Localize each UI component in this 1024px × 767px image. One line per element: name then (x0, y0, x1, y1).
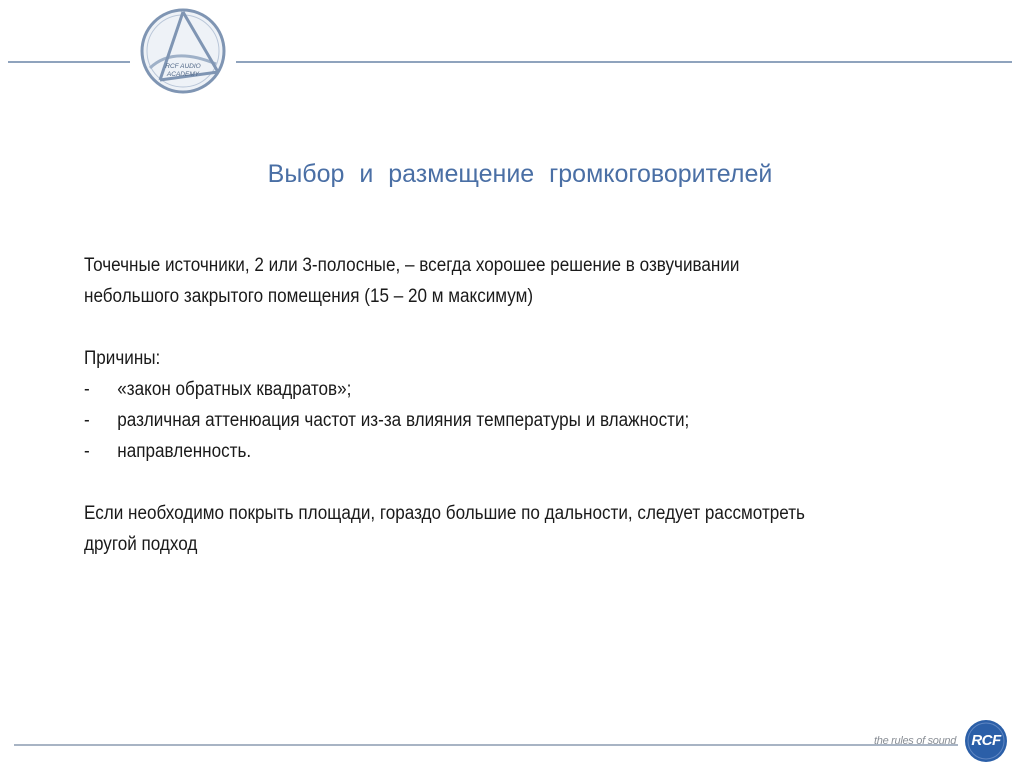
rcf-academy-logo (138, 6, 228, 96)
bullet-dash: - (84, 410, 90, 431)
bullet-text: направленность. (117, 441, 252, 462)
reasons-heading: Причины: (84, 348, 161, 369)
spacer (84, 467, 876, 498)
paragraph2-line1: Если необходимо покрыть площади, гораздо большие по дальности, следует рассмотреть (84, 503, 805, 524)
bullet-text: «закон обратных квадратов»; (117, 379, 352, 400)
bullet-dash: - (84, 379, 90, 400)
header-rule-left (8, 61, 130, 63)
slide-body (84, 250, 876, 560)
slide-title: Выбор и размещение громкоговорителей (267, 160, 773, 188)
logo-line1: RCF AUDIO (165, 63, 201, 70)
paragraph2-line2: другой подход (84, 534, 198, 555)
logo-line2: ACADEMY (166, 71, 200, 78)
footer-rule (14, 744, 958, 746)
footer-tagline: the rules of sound (874, 735, 957, 747)
paragraph1-line2: небольшого закрытого помещения (15 – 20 м максимум) (84, 286, 534, 307)
list-item (84, 374, 876, 405)
paragraph1-line1: Точечные источники, 2 или 3-полосные, – всегда хорошее решение в озвучивании (84, 255, 740, 276)
bullet-dash: - (84, 441, 90, 462)
header-rule-right (236, 61, 1012, 63)
rcf-logo-text: RCF (971, 732, 1001, 749)
list-item (84, 405, 876, 436)
bullet-text: различная аттенюация частот из-за влияния температуры и влажности; (117, 410, 690, 431)
spacer (84, 312, 876, 343)
list-item (84, 436, 876, 467)
